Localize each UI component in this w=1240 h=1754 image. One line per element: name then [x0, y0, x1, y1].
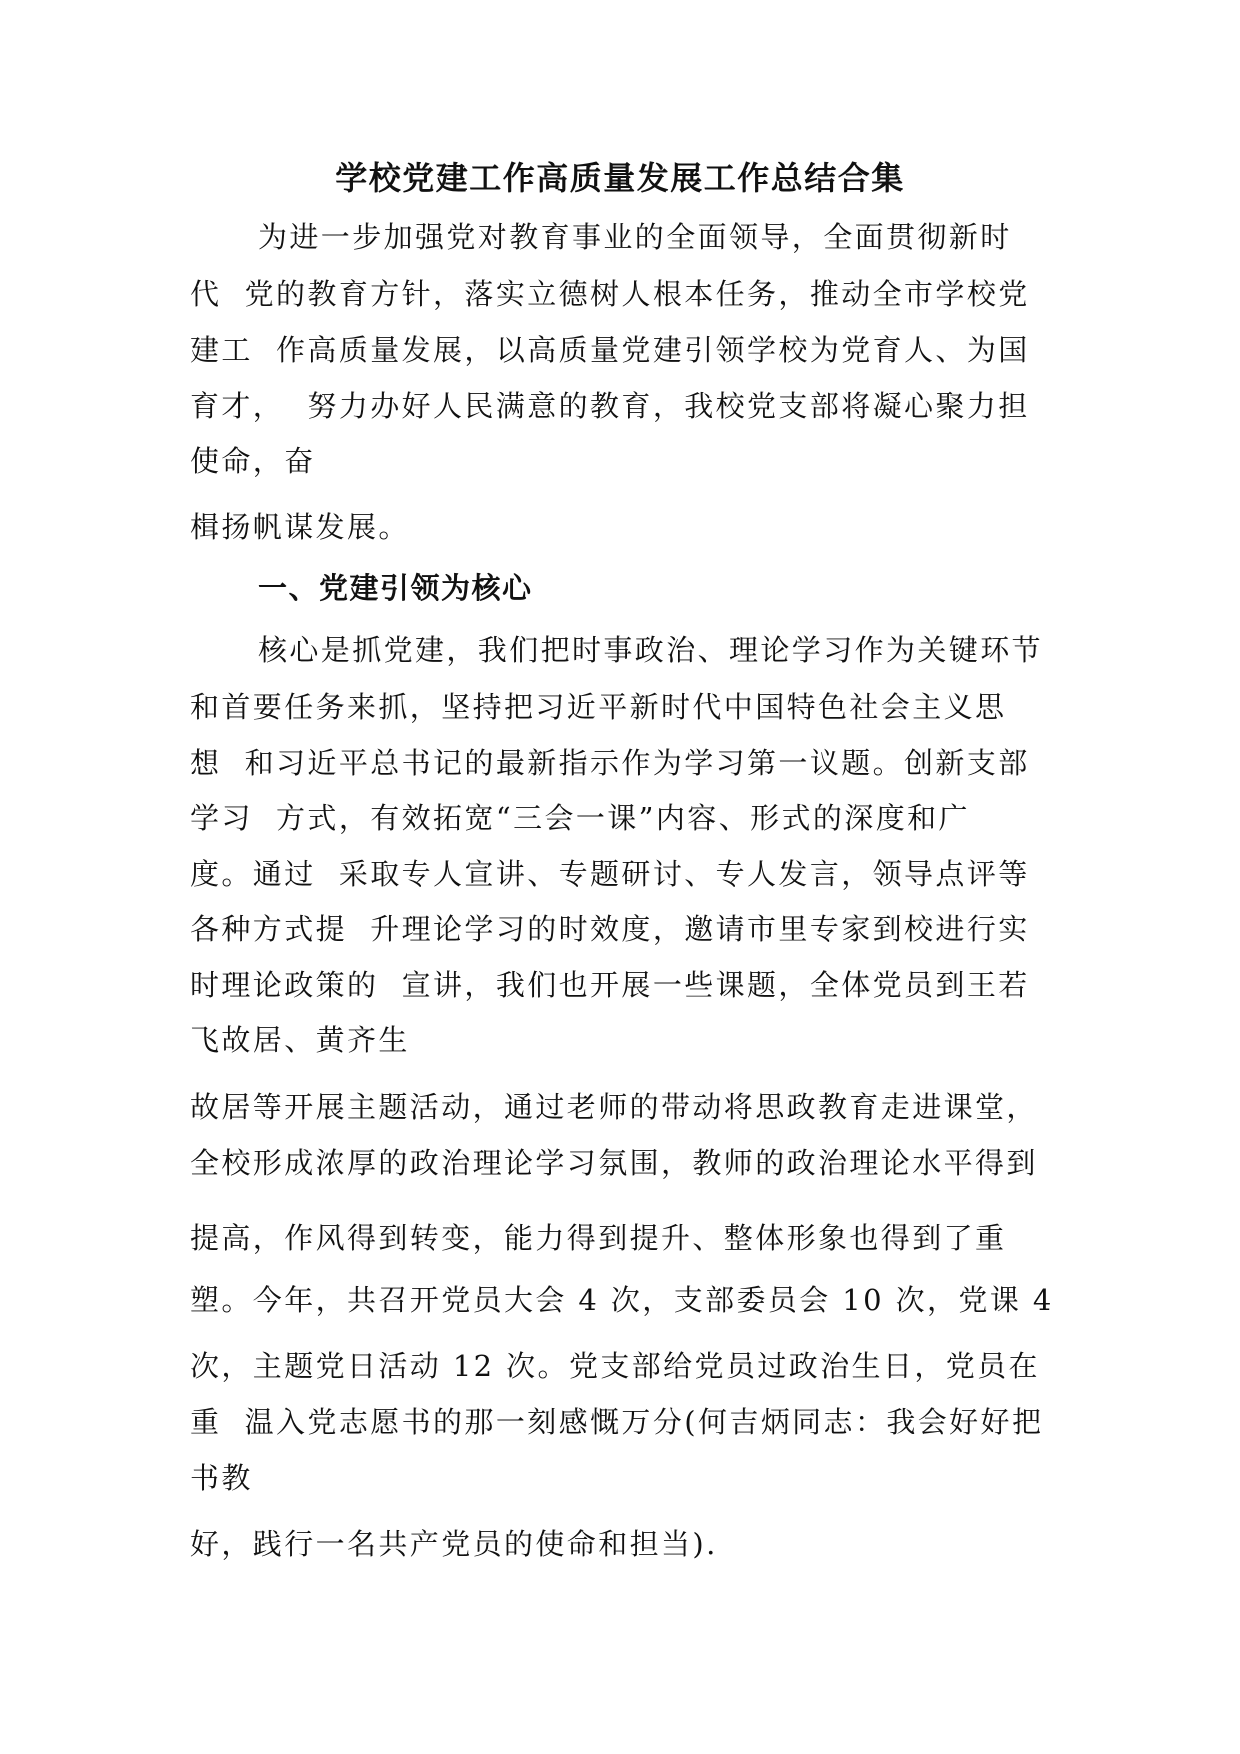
intro-line: 代 党的教育方针，落实立德树人根本任务，推动全市学校党 — [190, 277, 1030, 311]
body-line: 提高，作风得到转变，能力得到提升、整体形象也得到了重 — [190, 1221, 1007, 1255]
intro-line: 使命，奋 — [190, 444, 316, 478]
intro-line: 育才， 努力办好人民满意的教育，我校党支部将凝心聚力担 — [190, 389, 1030, 423]
intro-line: 楫扬帆谋发展。 — [190, 510, 410, 544]
body-line: 飞故居、黄齐生 — [190, 1023, 410, 1057]
intro-line: 为进一步加强党对教育事业的全面领导，全面贯彻新时 — [258, 220, 1012, 254]
section-heading: 一、党建引领为核心 — [258, 571, 533, 605]
body-line: 各种方式提 升理论学习的时效度，邀请市里专家到校进行实 — [190, 912, 1030, 946]
body-line: 和首要任务来抓，坚持把习近平新时代中国特色社会主义思 — [190, 690, 1007, 724]
body-line: 学习 方式，有效拓宽“三会一课”内容、形式的深度和广 — [190, 801, 970, 835]
intro-line: 建工 作高质量发展，以高质量党建引领学校为党育人、为国 — [190, 333, 1030, 367]
body-line: 时理论政策的 宣讲，我们也开展一些课题，全体党员到王若 — [190, 968, 1030, 1002]
body-line: 度。通过 采取专人宣讲、专题研讨、专人发言，领导点评等 — [190, 857, 1030, 891]
body-line: 塑。今年，共召开党员大会 4 次，支部委员会 10 次，党课 4 — [190, 1283, 1054, 1317]
body-line: 书教 — [190, 1461, 253, 1495]
body-line: 好，践行一名共产党员的使命和担当). — [190, 1527, 718, 1561]
body-line: 重 温入党志愿书的那一刻感慨万分(何吉炳同志：我会好好把 — [190, 1405, 1044, 1439]
document-title: 学校党建工作高质量发展工作总结合集 — [335, 159, 905, 197]
body-line: 全校形成浓厚的政治理论学习氛围，教师的政治理论水平得到 — [190, 1146, 1038, 1180]
body-line: 故居等开展主题活动，通过老师的带动将思政教育走进课堂， — [190, 1090, 1038, 1124]
body-line: 想 和习近平总书记的最新指示作为学习第一议题。创新支部 — [190, 746, 1030, 780]
body-line: 次，主题党日活动 12 次。党支部给党员过政治生日，党员在 — [190, 1349, 1040, 1383]
body-line: 核心是抓党建，我们把时事政治、理论学习作为关键环节 — [258, 633, 1044, 667]
